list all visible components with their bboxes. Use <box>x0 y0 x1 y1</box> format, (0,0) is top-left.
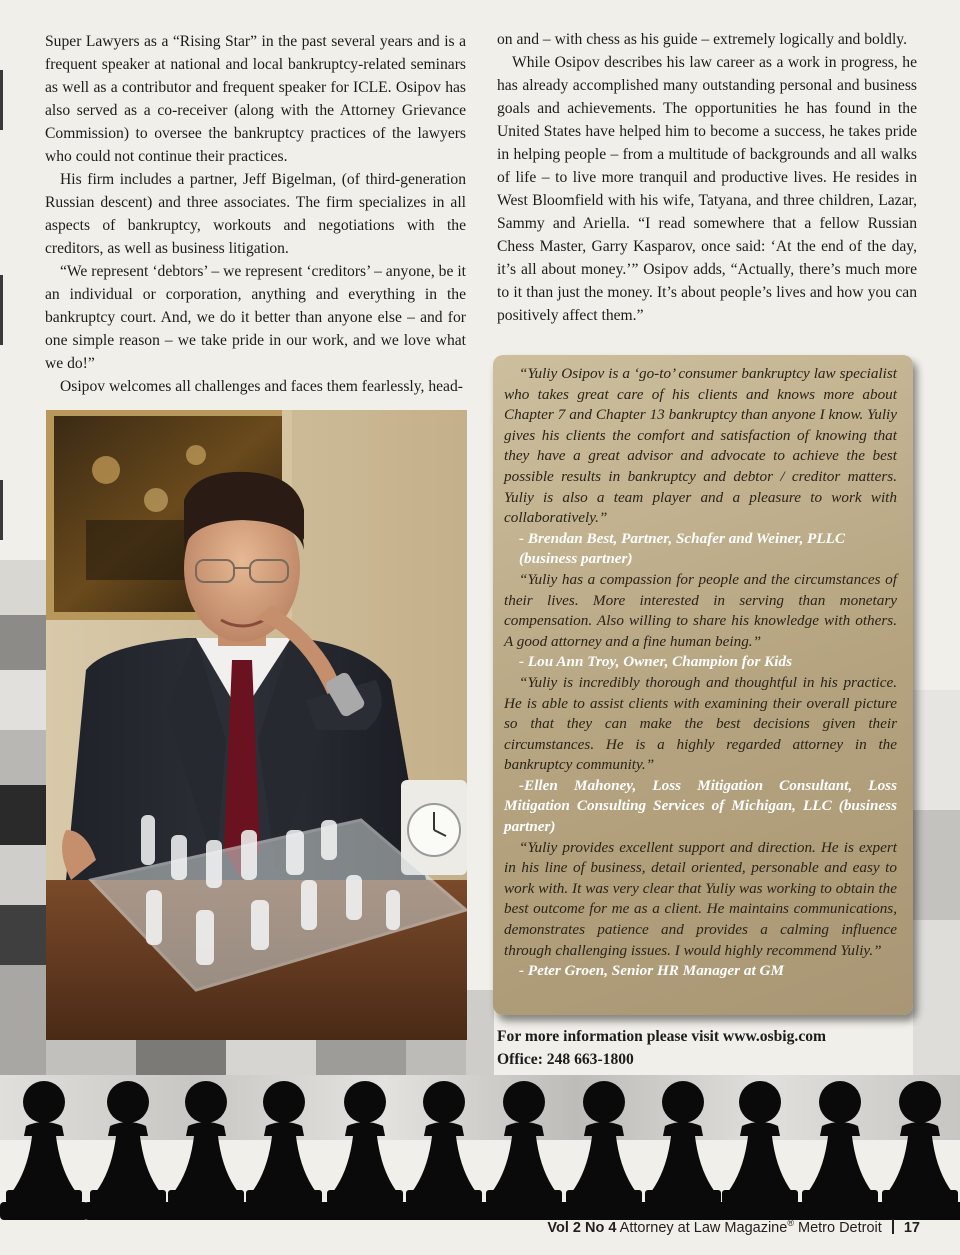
page-footer <box>547 1218 920 1236</box>
checker-square <box>406 1040 466 1080</box>
checker-square <box>0 785 46 845</box>
article-right-column <box>497 28 917 327</box>
testimonial-attribution: -Ellen Mahoney, Loss Mitigation Consultant, Loss Mitigation Consulting Services of Michigan, LLC (business partner) <box>504 776 897 836</box>
checker-square <box>913 690 960 810</box>
article-paragraph: Osipov welcomes all challenges and faces them fearlessly, head- <box>60 378 463 395</box>
checker-square <box>226 1040 316 1080</box>
pawn-icon <box>480 1081 568 1220</box>
pawn-row-graphic <box>0 1075 960 1225</box>
checker-square <box>913 810 960 920</box>
testimonial-attribution: - Brendan Best, Partner, Schafer and Weiner, PLLC (business partner) <box>519 529 846 568</box>
pawn-icon <box>321 1081 409 1220</box>
magazine-name: Attorney at Law Magazine <box>619 1219 788 1236</box>
contact-info <box>497 1025 826 1071</box>
checker-square <box>46 1040 136 1080</box>
chess-board-photo <box>46 410 467 1040</box>
article-left-column <box>45 30 466 398</box>
testimonial-attribution: - Peter Groen, Senior HR Manager at GM <box>519 962 784 980</box>
pawn-icon <box>0 1081 88 1220</box>
left-edge-bar <box>0 70 3 130</box>
testimonials-box <box>493 355 913 1015</box>
checker-square <box>0 615 46 670</box>
checker-square <box>0 965 46 1075</box>
footer-divider <box>892 1219 894 1234</box>
registered-mark: ® <box>787 1218 794 1228</box>
pawn-row <box>0 1075 960 1225</box>
pawn-icon <box>162 1081 250 1220</box>
pawn-icon <box>240 1081 328 1220</box>
checker-square <box>0 560 46 615</box>
article-paragraph: “We represent ‘debtors’ – we represent ‘creditors’ – anyone, be it an individual or corporation, anything and everything in the bankruptcy court. And, we do it better than anyone else – and for one simple reason – we take pride in our work, and we love what we do!” <box>45 263 466 372</box>
pawn-icon <box>876 1081 960 1220</box>
left-edge-bar <box>0 480 3 540</box>
article-paragraph: Super Lawyers as a “Rising Star” in the past several years and is a frequent speaker at national and local bankruptcy-related seminars as well as a contributor and frequent speaker for ICLE. Osipov has also served as a co-receiver (along with the Attorney Grievance Commission) to oversee the bankruptcy practices of the lawyers who could not continue their practices. <box>45 33 466 165</box>
issue-label: Vol 2 No 4 <box>547 1219 617 1236</box>
checker-square <box>0 670 46 730</box>
checker-square <box>913 920 960 1075</box>
testimonial-quote: “Yuliy is incredibly thorough and thoughtful in his practice. He is able to assist clients with examining their overall picture so that they can make the best decisions given their circumstances. He is a highly regarded attorney in the bankruptcy community.” <box>504 673 897 774</box>
checker-square <box>0 905 46 965</box>
page-number: 17 <box>903 1219 920 1236</box>
testimonials-list <box>504 364 897 982</box>
checker-square <box>0 730 46 785</box>
attorney-chess-photo <box>46 410 467 1040</box>
office-phone-line: Office: 248 663-1800 <box>497 1051 634 1068</box>
pawn-icon <box>400 1081 488 1220</box>
left-edge-bar <box>0 275 3 345</box>
edition-name: Metro Detroit <box>797 1219 882 1236</box>
pawn-icon <box>796 1081 884 1220</box>
checker-square <box>466 990 494 1075</box>
testimonial-quote: “Yuliy has a compassion for people and the circumstances of their lives. More interested in serving than monetary compensation. Also willing to share his knowledge with others. A good attorney and a fine human being.” <box>504 570 897 650</box>
pawn-icon <box>639 1081 727 1220</box>
testimonial-quote: “Yuliy provides excellent support and direction. He is expert in his line of business, detail oriented, personable and easy to work with. It was very clear that Yuliy was working to obtain the best outcome for me as a client. He maintains communications, demonstrates patience and provides a calming influence through challenging issues. I would highly recommend Yuliy.” <box>504 838 897 959</box>
article-paragraph: His firm includes a partner, Jeff Bigelman, (of third-generation Russian descent) and three associates. The firm specializes in all aspects of bankruptcy, workouts and negotiations with the creditors, as well as business litigation. <box>45 171 466 257</box>
article-paragraph: on and – with chess as his guide – extremely logically and boldly. <box>497 31 907 48</box>
checker-square <box>0 845 46 905</box>
pawn-icon <box>560 1081 648 1220</box>
pawn-icon <box>84 1081 172 1220</box>
article-paragraph: While Osipov describes his law career as a work in progress, he has already accomplished many outstanding personal and business goals and achievements. The opportunities he has found in the United States have helped him to become a success, he takes pride in helping people – from a multitude of backgrounds and all walks of life – to live more tranquil and productive lives. He resides in West Bloomfield with his wife, Tatyana, and three children, Lazar, Sammy and Ariella. “I read somewhere that a fellow Russian Chess Master, Garry Kasparov, once said: ‘At the end of the day, it’s all about money.’” Osipov adds, “Actually, there’s much more to it than just the money. It’s about people’s lives and how you can positively affect them.” <box>497 54 917 324</box>
testimonial-attribution: - Lou Ann Troy, Owner, Champion for Kids <box>519 653 793 671</box>
pawn-icon <box>716 1081 804 1220</box>
checker-square <box>316 1040 406 1080</box>
checker-square <box>136 1040 226 1080</box>
testimonial-quote: “Yuliy Osipov is a ‘go-to’ consumer bankruptcy law specialist who takes great care of his clients and knows more about Chapter 7 and Chapter 13 bankruptcy than anyone I know. Yuliy gives his clients the comfort and satisfaction of knowing that they have a great advisor and advocate to achieve the best possible results in bankruptcy and debtor / creditor matters. Yuliy is also a team player and a pleasure to work with collaboratively.” <box>504 365 897 527</box>
website-line[interactable]: For more information please visit www.osbig.com <box>497 1028 827 1045</box>
